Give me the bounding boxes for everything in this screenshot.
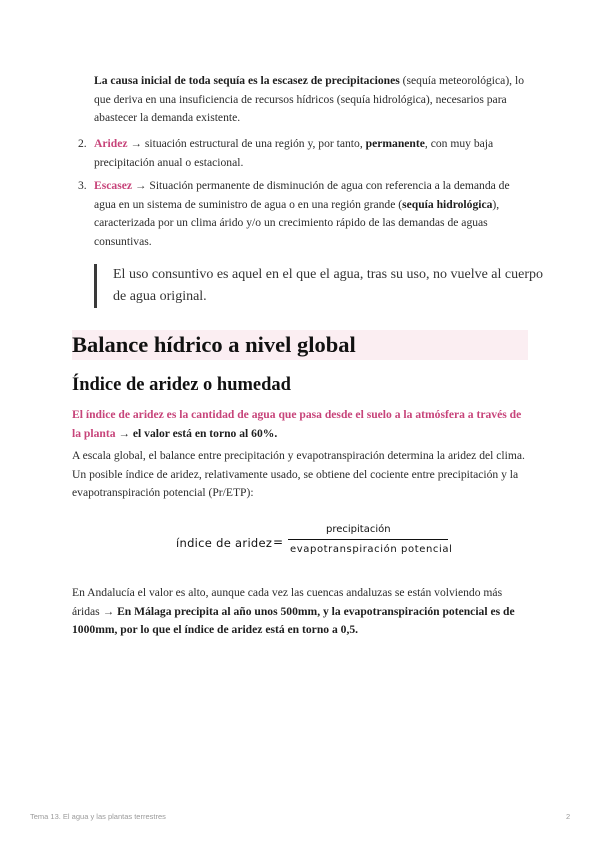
definition-bold: → el valor está en torno al 60%. — [115, 426, 278, 440]
term-escasez: Escasez — [94, 179, 132, 192]
item-text-a: → Situación permanente de disminución de agua con referencia a la demanda de agua en un sistema de suministro de agua o en una región grande ( — [94, 179, 510, 211]
formula-denominator: evapotranspiración potencial — [290, 544, 453, 555]
andalucia-bold: En Málaga precipita al año unos 500mm, y la evapotranspiración potencial es de 1000mm, por lo que el índice de aridez está en torno a 0,5. — [72, 604, 515, 636]
item-text-a: → situación estructural de una región y, por tanto, — [127, 137, 366, 150]
definition-highlight: El índice de aridez es la cantidad de agua que pasa desde el suelo a la atmósfera a través de la planta — [72, 408, 522, 440]
formula-equals: = — [273, 535, 284, 549]
andalucia-paragraph — [72, 584, 530, 640]
intro-rest: (sequía meteorológica), lo que deriva en una insuficiencia de recursos hídricos (sequía hidrológica), necesarios para abastecer la demanda existente. — [94, 74, 524, 124]
list-item-aridez — [78, 135, 528, 172]
list-number: 2. — [78, 137, 87, 150]
list-number: 3. — [78, 179, 87, 192]
item-text-b: ), caracterizada por un clima árido y/o un crecimiento rápido de las demandas de aguas consuntivas. — [94, 197, 500, 248]
term-aridez: Aridez — [94, 137, 128, 150]
list-item-escasez — [78, 177, 528, 251]
section-heading: Balance hídrico a nivel global — [72, 330, 528, 360]
footer-title: Tema 13. El agua y las plantas terrestres — [30, 812, 166, 821]
definition-paragraph — [72, 406, 530, 443]
body-paragraph: A escala global, el balance entre precipitación y evapotranspiración determina la aridez del clima. Un posible índice de aridez, relativamente usado, se obtiene del cociente entre precipitación y la evapotranspiración potencial (Pr/ETP): — [72, 449, 525, 499]
andalucia-text: En Andalucía el valor es alto, aunque cada vez las cuencas andaluzas se están volviendo más áridas → — [72, 586, 503, 618]
aridity-formula — [176, 526, 456, 566]
fraction-bar — [288, 539, 448, 540]
intro-paragraph — [94, 72, 526, 128]
intro-bold: La causa inicial de toda sequía es la escasez de precipitaciones — [94, 74, 400, 87]
item-text-b: , con muy baja precipitación anual o estacional. — [94, 137, 494, 169]
callout-quote: El uso consuntivo es aquel en el que el agua, tras su uso, no vuelve al cuerpo de agua original. — [94, 264, 543, 308]
item-bold: sequía hidrológica — [402, 197, 493, 211]
item-bold: permanente — [365, 137, 425, 150]
formula-numerator: precipitación — [326, 524, 391, 535]
footer-page-number: 2 — [566, 812, 571, 821]
formula-lhs: índice de aridez — [176, 536, 273, 550]
subsection-heading: Índice de aridez o humedad — [72, 375, 291, 395]
